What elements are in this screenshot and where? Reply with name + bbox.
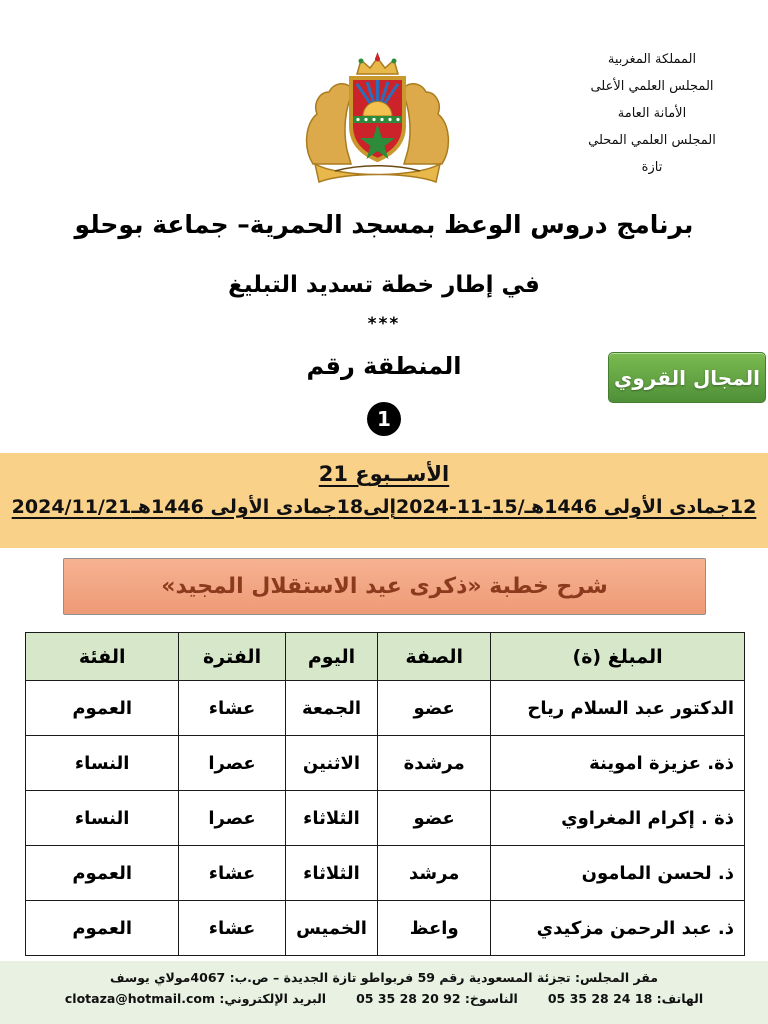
org-line-kingdom: المملكة المغربية xyxy=(607,52,697,67)
table-row xyxy=(26,681,745,736)
letterhead-org-block xyxy=(542,46,762,181)
cell-audience: العموم xyxy=(26,846,179,901)
rural-area-badge: المجال القروي xyxy=(608,352,766,403)
cell-role: عضو xyxy=(378,791,491,846)
cell-day: الجمعة xyxy=(285,681,378,736)
org-line-city: تازة xyxy=(641,160,663,175)
cell-period: عشاء xyxy=(179,901,285,956)
email-address: البريد الإلكتروني: clotaza@hotmail.com xyxy=(64,991,327,1006)
cell-period: عصرا xyxy=(179,736,285,791)
org-line-local-council: المجلس العلمي المحلي xyxy=(588,133,716,148)
header-role: الصفة xyxy=(378,633,491,681)
date-range: 12جمادى الأولى 1446هـ/15-11-2024إلى18جمادى الأولى 1446هـ2024/11/21 xyxy=(11,496,757,518)
program-subtitle: في إطار خطة تسديد التبليغ xyxy=(228,272,540,298)
cell-day: الاثنين xyxy=(285,736,378,791)
cell-day: الثلاثاء xyxy=(285,791,378,846)
fax-number: الناسوخ: 92 20 28 35 05 xyxy=(356,991,518,1006)
org-line-council: المجلس العلمي الأعلى xyxy=(590,79,714,94)
org-line-secretariat: الأمانة العامة xyxy=(617,106,687,121)
cell-role: عضو xyxy=(378,681,491,736)
council-address: مقر المجلس: تجزئة المسعودية رقم 59 فربواطو تازة الجديدة – ص.ب: 4067مولاي يوسف xyxy=(110,970,658,985)
cell-audience: العموم xyxy=(26,901,179,956)
table-row xyxy=(26,846,745,901)
cell-period: عشاء xyxy=(179,681,285,736)
cell-role: مرشد xyxy=(378,846,491,901)
program-title: برنامج دروس الوعظ بمسجد الحمرية– جماعة بوحلو xyxy=(74,210,694,239)
cell-preacher: ذة . إكرام المغراوي xyxy=(491,791,745,846)
phone-number: الهاتف: 18 24 28 35 05 xyxy=(547,991,704,1006)
cell-role: واعظ xyxy=(378,901,491,956)
cell-period: عشاء xyxy=(179,846,285,901)
cell-audience: العموم xyxy=(26,681,179,736)
schedule-table xyxy=(25,632,745,956)
cell-day: الثلاثاء xyxy=(285,846,378,901)
cell-role: مرشدة xyxy=(378,736,491,791)
zone-label: المنطقة رقم xyxy=(306,352,462,380)
cell-audience: النساء xyxy=(26,736,179,791)
header-preacher: المبلغ (ة) xyxy=(491,633,745,681)
cell-preacher: ذة. عزيزة اموينة xyxy=(491,736,745,791)
sermon-subject-banner: شرح خطبة «ذكرى عيد الاستقلال المجيد» xyxy=(63,558,706,615)
cell-day: الخميس xyxy=(285,901,378,956)
cell-preacher: ذ. عبد الرحمن مزكيدي xyxy=(491,901,745,956)
week-banner xyxy=(0,453,768,548)
cell-preacher: الدكتور عبد السلام رياح xyxy=(491,681,745,736)
table-row xyxy=(26,736,745,791)
footer-contacts xyxy=(0,991,768,1006)
footer-band xyxy=(0,961,768,1024)
header-audience: الفئة xyxy=(26,633,179,681)
header-period: الفترة xyxy=(179,633,285,681)
table-row xyxy=(26,791,745,846)
cell-preacher: ذ. لحسن المامون xyxy=(491,846,745,901)
table-header-row xyxy=(26,633,745,681)
week-number: الأســبوع 21 xyxy=(318,462,450,486)
moroccan-coat-of-arms-icon xyxy=(295,52,460,194)
zone-number-circle-icon: 1 xyxy=(367,402,401,436)
table-row xyxy=(26,901,745,956)
cell-audience: النساء xyxy=(26,791,179,846)
cell-period: عصرا xyxy=(179,791,285,846)
header-day: اليوم xyxy=(285,633,378,681)
separator-stars: *** xyxy=(367,314,401,334)
